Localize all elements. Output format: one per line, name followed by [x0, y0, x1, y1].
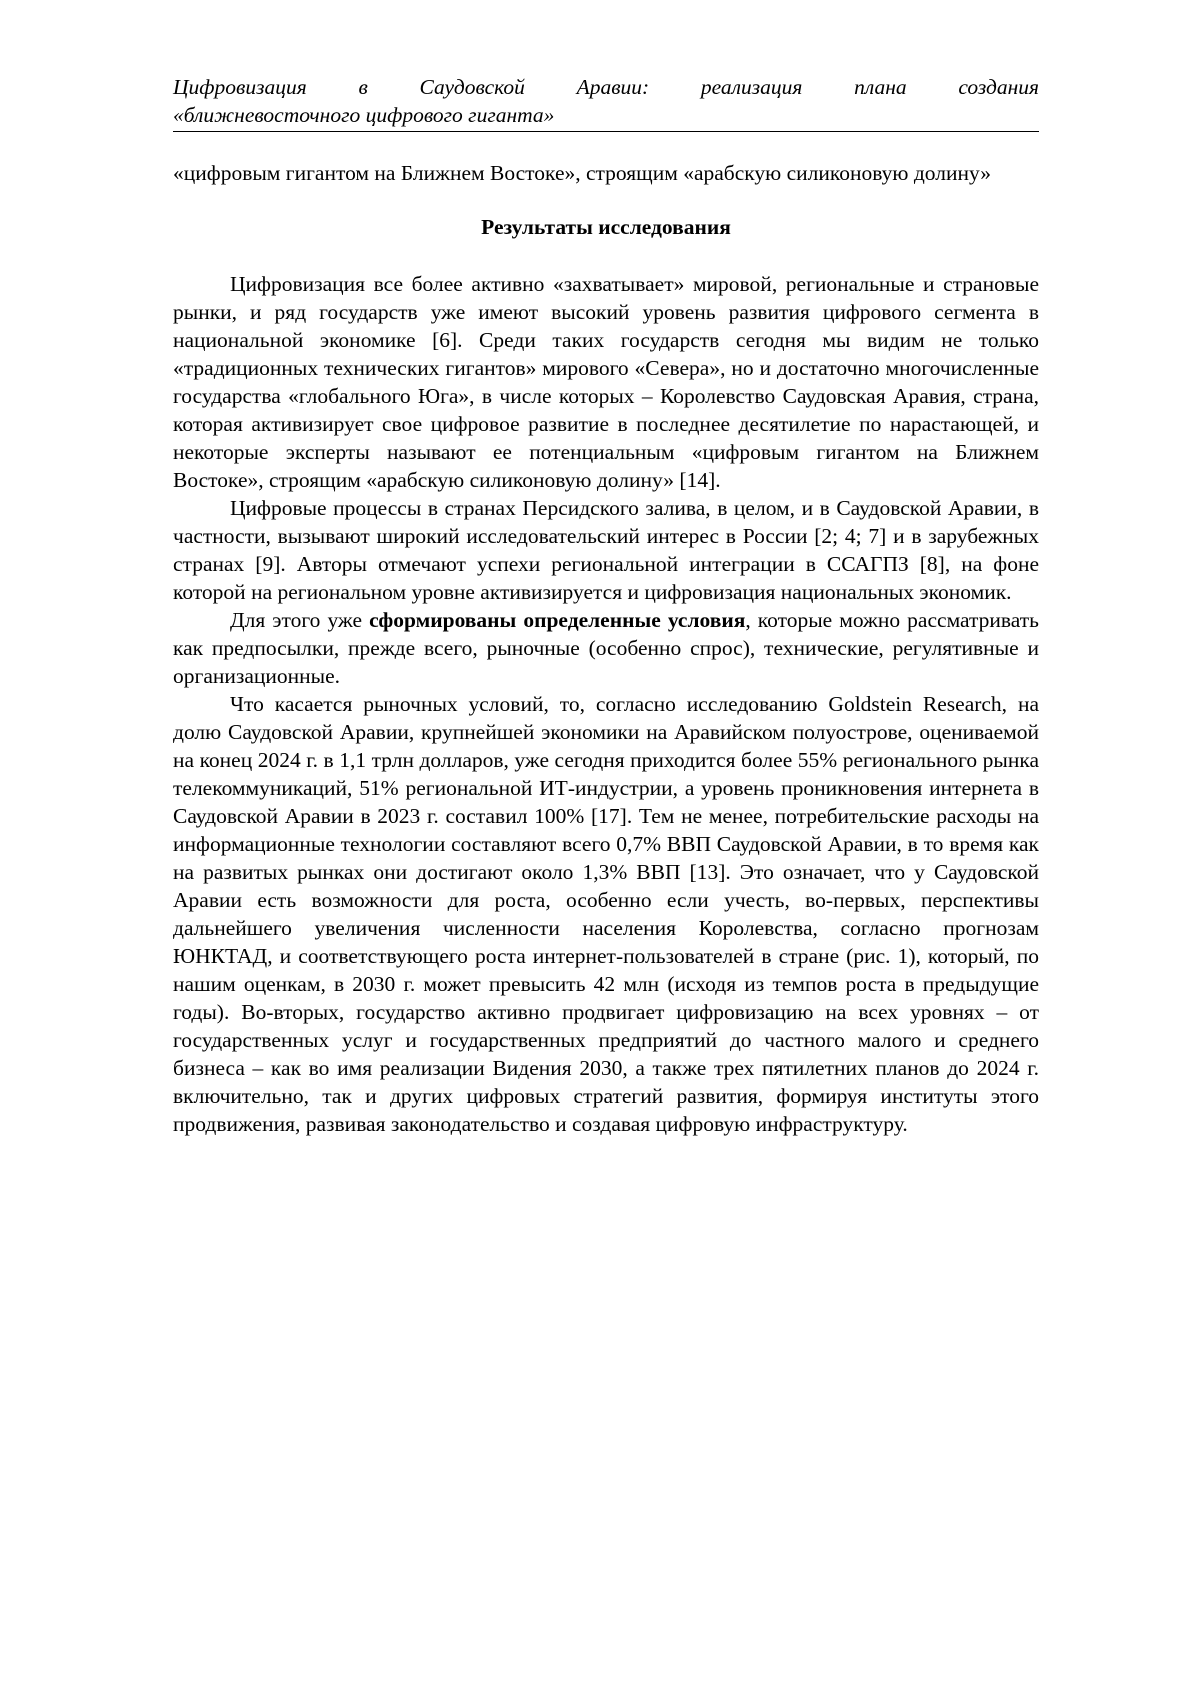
- running-header: [173, 73, 1039, 132]
- paragraph-2: Цифровые процессы в странах Персидского залива, в целом, и в Саудовской Аравии, в частности, вызывают широкий исследовательский интерес в России [2; 4; 7] и в зарубежных странах [9]. Авторы отмечают успехи региональной интеграции в ССАГПЗ [8], на фоне которой на региональном уровне активизируется и цифровизация национальных экономик.: [173, 496, 1039, 604]
- body-text: [173, 270, 1039, 1138]
- paragraph-3-text-start: Для этого уже: [230, 608, 370, 632]
- running-header-line-1: Цифровизация в Саудовской Аравии: реализация плана создания: [173, 75, 1039, 99]
- continuation-paragraph: «цифровым гигантом на Ближнем Востоке», строящим «арабскую силиконовую долину»: [173, 161, 992, 185]
- running-header-line-2: «ближневосточного цифрового гиганта»: [173, 103, 555, 127]
- paragraph-4: Что касается рыночных условий, то, согласно исследованию Goldstein Research, на долю Саудовской Аравии, крупнейшей экономики на Аравийском полуострове, оцениваемой на конец 2024 г. в 1,1 трлн долларов, уже сегодня приходится более 55% регионального рынка телекоммуникаций, 51% региональной ИТ-индустрии, а уровень проникновения интернета в Саудовской Аравии в 2023 г. составил 100% [17]. Тем не менее, потребительские расходы на информационные технологии составляют всего 0,7% ВВП Саудовской Аравии, в то время как на развитых рынках они достигают около 1,3% ВВП [13]. Это означает, что у Саудовской Аравии есть возможности для роста, особенно если учесть, во-первых, перспективы дальнейшего увеличения численности населения Королевства, согласно прогнозам ЮНКТАД, и соответствующего роста интернет-пользователей в стране (рис. 1), который, по нашим оценкам, в 2030 г. может превысить 42 млн (исходя из темпов роста в предыдущие годы). Во-вторых, государство активно продвигает цифровизацию на всех уровнях – от государственных услуг и государственных предприятий до частного малого и среднего бизнеса – как во имя реализации Видения 2030, а также трех пятилетних планов до 2024 г. включительно, так и других цифровых стратегий развития, формируя институты этого продвижения, развивая законодательство и создавая цифровую инфраструктуру.: [173, 692, 1039, 1136]
- paragraph-3: [173, 606, 1039, 690]
- paragraph-3-text-end: , которые можно рассматривать как предпосылки, прежде всего, рыночные (особенно спрос), технические, регулятивные и организационные.: [173, 608, 1039, 688]
- paragraph-1: Цифровизация все более активно «захватывает» мировой, региональные и страновые рынки, и ряд государств уже имеют высокий уровень развития цифрового сегмента в национальной экономике [6]. Среди таких государств сегодня мы видим не только «традиционных технических гигантов» мирового «Севера», но и достаточно многочисленные государства «глобального Юга», в числе которых – Королевство Саудовская Аравия, страна, которая активизирует свое цифровое развитие в последнее десятилетие по нарастающей, и некоторые эксперты называют ее потенциальным «цифровым гигантом на Ближнем Востоке», строящим «арабскую силиконовую долину» [14].: [173, 272, 1039, 492]
- section-heading: Результаты исследования: [481, 215, 731, 239]
- document-page: [173, 0, 1039, 1138]
- paragraph-3-emphasis: сформированы определенные условия: [369, 608, 746, 632]
